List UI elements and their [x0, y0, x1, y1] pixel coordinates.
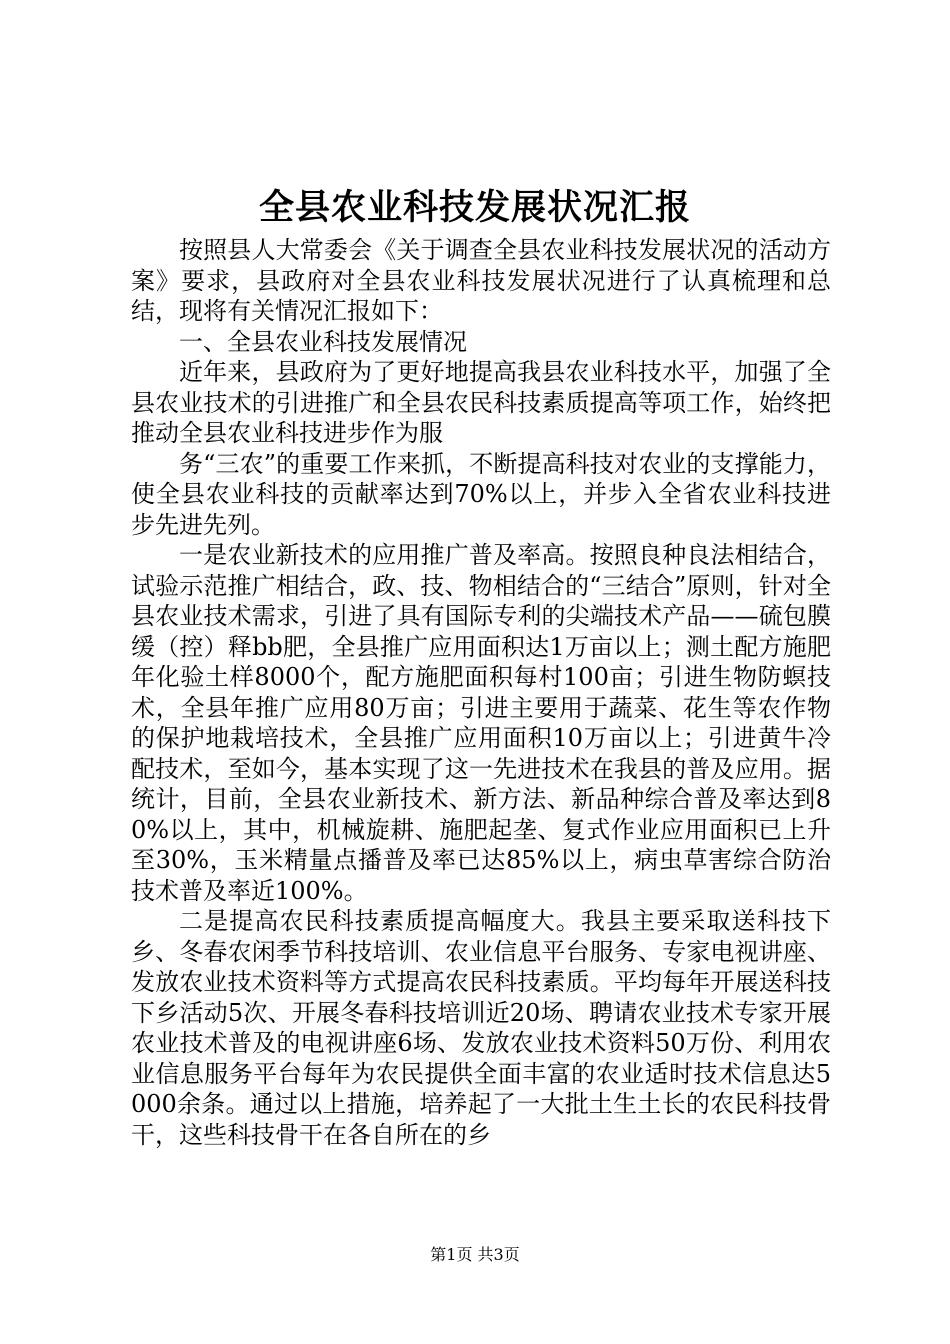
document-body	[131, 235, 831, 1150]
paragraph-overview-cont: 务“三农”的重要工作来抓，不断提高科技对农业的支撑能力，使全县农业科技的贡献率达到70%以上，并步入全省农业科技进步先进先列。	[131, 449, 831, 539]
paragraph-intro: 按照县人大常委会《关于调查全县农业科技发展状况的活动方案》要求，县政府对全县农业科技发展状况进行了认真梳理和总结，现将有关情况汇报如下：	[131, 236, 831, 325]
paragraph-tech-promotion: 一是农业新技术的应用推广普及率高。按照良种良法相结合，试验示范推广相结合，政、技、物相结合的“三结合”原则，针对全县农业技术需求，引进了具有国际专利的尖端技术产品——硫包膜缓（控）释bb肥，全县推广应用面积达1万亩以上；测土配方施肥年化验土样8000个，配方施肥面积每村100亩；引进生物防螟技术，全县年推广应用80万亩；引进主要用于蔬菜、花生等农作物的保护地栽培技术，全县推广应用面积10万亩以上；引进黄牛冷配技术，至如今，基本实现了这一先进技术在我县的普及应用。据统计，目前，全县农业新技术、新方法、新品种综合普及率达到80%以上，其中，机械旋耕、施肥起垄、复式作业应用面积已上升至30%，玉米精量点播普及率已达85%以上，病虫草害综合防治技术普及率近100%。	[131, 541, 831, 905]
paragraph-farmer-training: 二是提高农民科技素质提高幅度大。我县主要采取送科技下乡、冬春农闲季节科技培训、农业信息平台服务、专家电视讲座、发放农业技术资料等方式提高农民科技素质。平均每年开展送科技下乡活动5次、开展冬春科技培训近20场、聘请农业技术专家开展农业技术普及的电视讲座6场、发放农业技术资料50万份、利用农业信息服务平台每年为农民提供全面丰富的农业适时技术信息达5000余条。通过以上措施，培养起了一大批土生土长的农民科技骨干，这些科技骨干在各自所在的乡	[131, 907, 831, 1149]
page-footer: 第1页 共3页	[430, 1245, 520, 1264]
paragraph-overview: 近年来，县政府为了更好地提高我县农业科技水平，加强了全县农业技术的引进推广和全县农民科技素质提高等项工作，始终把推动全县农业科技进步作为服	[131, 358, 831, 447]
section-heading-1: 一、全县农业科技发展情况	[179, 327, 467, 356]
document-title: 全县农业科技发展状况汇报	[258, 187, 691, 228]
